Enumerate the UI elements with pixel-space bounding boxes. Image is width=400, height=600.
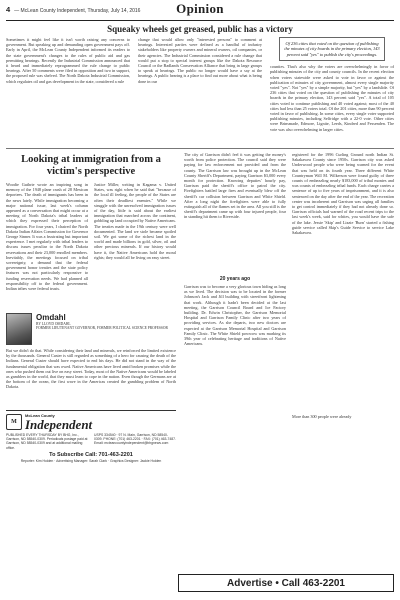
right-column-1b-text: Garrison was to become a very glorious town hiding as long as we lived. The decision was to be located in the former Johnson's Jack and Jill building with streetfront lightening that work. Although it hadn't been decided at the last meeting, the Garrison Council Board and Ice Factory building. Dr. Edwin Christopher, the Garrison Memorial Hospital and Garrison Family Clinic after two years of providing services. As she departs, two new doctors are expected at the Garrison Memorial Hospital and Garrison Family Clinic. The White Shield powwow was marking its 39th year of celebrating heritage and traditions of Native Americans. (184, 284, 286, 347)
columnist-photo (6, 313, 32, 345)
section-title: Opinion (176, 1, 224, 16)
top-column-1-text: Sometimes it might feel like it isn't worth raising any concerns to government. But speaking up and demanding open government pays off. Early in April, the McLean County Independent informed its readers to the state government's changes to the rules of public aid and gas permitting hearings. Recently the Industrial Commission announced that it heard and immediately reprogrammed the rule change to public hearings. After 50 comments were filed in opposition and two in support, the proposed rule was shelved. The North Dakota Industrial Commission, which regulates oil and gas development in the state, considered a rule (6, 37, 130, 84)
masthead (6, 410, 176, 463)
top-headline: Squeaky wheels get greased, public has a victory (107, 24, 293, 34)
advertise-banner[interactable]: Advertise • Call 463-2201 (178, 574, 394, 592)
left-column-1 (6, 182, 88, 310)
right-column-1 (184, 152, 286, 442)
left-column-3-text: But we didn't do that. While considering their land and minerals, we reinforced the limited existence by the thousands. General Custer is still regarded as something of a hero for causing the death of the Indians. General Custer should have expected to end his days. He did not stand in the way of the fundamental obligation that was owed. Native Americans have lived amid broken promises while the ones who pushed them out live on easy street. Today, most of the Native Americans would be labeled as gamblers in the world, that they must learn to cope in the nation. Even though the Germans are at the bottom of the ocean, the first wave in the Americas created the gambling problem of North Dakota. (6, 348, 176, 390)
masthead-title: Independent (25, 417, 93, 432)
header-rule (6, 20, 394, 21)
staff-line: Reporter: Kim Holden · Advertising Manager: Sarah Clark · Graphics Designer: Jackie Holden (20, 458, 162, 463)
page-number: 4 (6, 5, 11, 14)
top-column-2 (138, 37, 262, 145)
folio-meta: — McLean County Independent, Thursday, July 14, 2016 (14, 8, 141, 14)
masthead-small-title: McLean County (25, 413, 55, 418)
left-column-1-text: Woodie Guthrie wrote an inspiring song in memory of the 1948 plane crash of 28 Mexican deportees. The death of immigrants has been in the news lately. While immigration becoming a major national issue, last week's column appeared as a conversation that might occur at a meeting of North Dakota's tribal leaders at which they expressed their perception of immigration. For four years, I chaired the North Dakota Indian Affairs Commission for Governor George Sinner. It was a frustrating but important experience. I met regularly with tribal leaders to discuss issues peculiar to the North Dakota reservations and their 23,000 enrolled members. Inevitably, the meetings focused on tribal sovereignty, a demand that the federal government honor treaties and the state policy features was not particularly responsive to funding reservation needs. We had planned all responsibility off to the federal government. Indian tribes were federal trusts. (6, 182, 88, 292)
years-ago-subhead: 20 years ago (219, 276, 251, 282)
columnist-byline (6, 313, 176, 345)
columnist-subtitle: FORMER LIEUTENANT GOVERNOR, FORMER POLITICAL SCIENCE PROFESSOR (36, 326, 168, 331)
masthead-info-right: USPS 334540 · 97 N. Main, Garrison, ND 58540-0309. PHONE: (701) 463-2201 · FAX: (701) 463-7487. Email: mcleancountyindependent@bhgnews.com (94, 433, 176, 446)
left-column-block (6, 152, 176, 463)
right-column-2-tail: More than 300 people were already (292, 414, 352, 419)
columnist-title: BY LLOYD OMDAHL (36, 322, 71, 326)
pull-quote: Of 236 cities that voted on the question of publishing the minutes of city boards in the primary election, 143 percent said "yes" to publish the city's proceedings. (279, 37, 386, 61)
section-divider (6, 148, 394, 149)
left-column-2 (94, 182, 176, 310)
top-column-3 (270, 37, 394, 145)
left-column-2-text: Justice Miller, writing in Kagama v. United States, was right when he said that "because of the local ill feeling, the people of the States are often their deadliest enemies." While we struggle with the unresolved immigration issues of the day, little is said about the earliest immigration that marched across the continent, gobbling up land occupied by Native Americans. The treaties made in the 19th century were well documented. The land we stole became spoiled soil. We got some of the richest land in the world and made billions in gold, silver, oil and other precious minerals. If our history would have it, the Native Americans hold the moral rights; they would all be living on easy street. (94, 182, 176, 260)
masthead-info (6, 433, 176, 450)
right-column-2 (292, 152, 394, 442)
top-editorial (6, 24, 394, 145)
right-column-1-text: The city of Garrison didn't feel it was getting the money's worth from police protection. The council said they were paying for law enforcement not provided and from the county. The Garrison law was brought up in the McLean County Sheriff's Department, paying Garrison $3,000 every month for protection. Knowing deputies' hourly pay, Garrison paid the sheriff's office to patrol the city. Firefighters battled large fires and eventually blew off the sheriff's car collision between Garrison and White Shield. After a long night the firefighters were able to fully extinguish all of the flames set in the area. All you still is the sheriff's department came up with four injured people, four in standing hit them to Riverside. (184, 152, 286, 220)
newspaper-logo-icon: M (6, 414, 22, 430)
right-column-2-text: registered for the 1996 Curling Ground north Indian St. Sakakawea County since 1950s. Garrison city was asked Underwood people who were being warned for the event that was held on its fourth year. Three different White Countryman Will M. Wilkerson were found guilty of three counts of embezzling nearly $183,000 of tribal monies and was counts of embezzling tribal funds. Each charge carries a sentence of up to five years of imprisonment, and it is also sentenced on the day after the end of the year. The recreation center was incoherent and Garrison was urging all families to get control immediately if they had not already done so. Garrison officials had warned of the road recent trips to the last week's week, said for whites, you would have the safe of the lake. Jessie 'Skip' and Lizzie 'Burn' started a fishing guide service called Skip's Guide Service to service Lake Sakakawea. (292, 152, 394, 236)
top-column-2-text: change that would allow only "interested persons" to comment at hearings. Interested parties were defined as a handful of industry stakeholders like property owners and mineral owners, oil companies, or their agencies. The Industrial Commission considered a rule change that would put a stop to special interest groups like the Dakota Resource Council or the Badlands Conservation Alliance that bring in large groups to speak at hearings. The public no longer would have a say at the hearings. A public hearing is a place to find out more about what is being done in our (138, 37, 262, 84)
masthead-logo (6, 413, 176, 431)
folio-bar (6, 1, 394, 16)
left-headline: Looking at immigration from a victim's perspective (21, 154, 161, 177)
top-column-3-text: counties. That's also why the voters are overwhelmingly in favor of publishing minutes of the city and county councils. In the recent election when voters statewide were asked to vote in favor or against the publication of minutes of city government, almost every single majority voted "yes". Not "yes" by a simple majority, but "yes" by a landslide. Of 236 cities that voted on the question of publishing the minutes of city boards in the primary election, 143 percent said "yes". A total of 105 cities voted to continue publishing and 40 voted against; most of the 40 cities had less than 25 voters total. Of the 201 cities, more than 90 percent voted in favor of publishing. In some cities, every single voter supported publishing minutes, including Selfridge with a 22-0 vote. Other cities were Brinsmade, Edmore, Lignite, Leeds, Kindred and Fessenden. The vote was also overwhelming in larger cities. (270, 64, 394, 132)
masthead-info-left: PUBLISHED EVERY THURSDAY BY BHG, Inc., Garrison, ND 58540-0309. Periodicals postage paid at Garrison, ND 58540-0309 and at additional mailing office. (6, 433, 88, 450)
left-column-3 (6, 348, 176, 406)
subscribe-line: To Subscribe Call: 701-463-2201 (49, 451, 133, 458)
right-column-block (184, 152, 394, 463)
columnist-name: Omdahl (36, 313, 66, 322)
top-column-1 (6, 37, 130, 145)
